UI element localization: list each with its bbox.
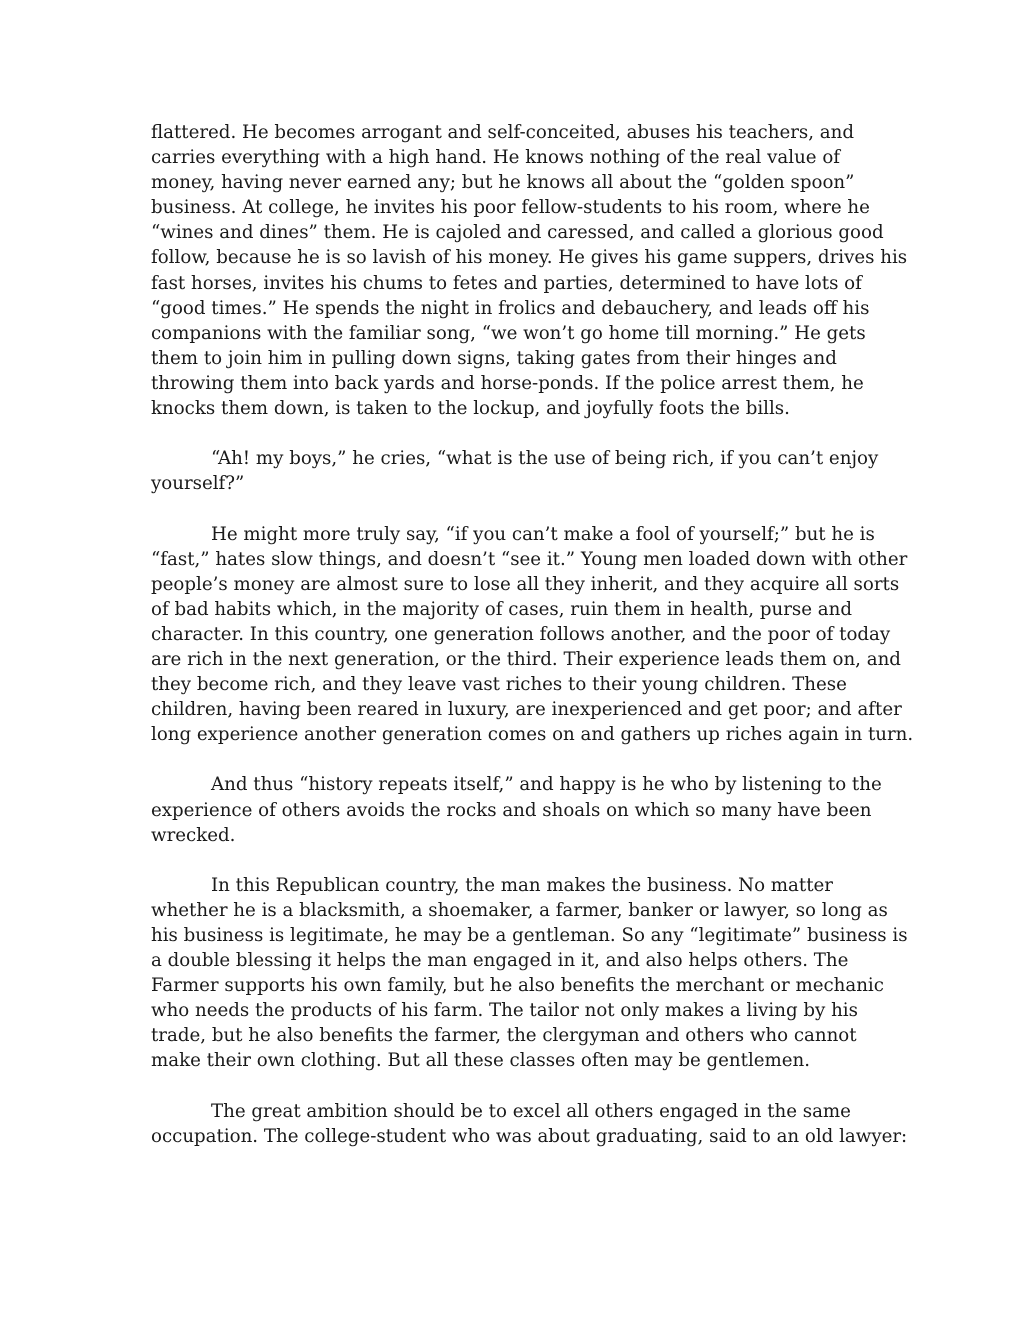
- text-line: a double blessing it helps the man engaged in it, and also helps others. The: [151, 950, 849, 972]
- paragraph-4: [151, 772, 882, 847]
- paragraph-1: [151, 120, 908, 421]
- text-line: children, having been reared in luxury, are inexperienced and get poor; and after: [151, 699, 902, 721]
- text-line: The great ambition should be to excel all others engaged in the same: [211, 1100, 851, 1122]
- text-line: experience of others avoids the rocks and shoals on which so many have been: [151, 799, 872, 821]
- text-line: companions with the familiar song, “we won’t go home till morning.” He gets: [151, 322, 866, 344]
- text-line: Farmer supports his own family, but he also benefits the merchant or mechanic: [151, 975, 884, 997]
- text-line: whether he is a blacksmith, a shoemaker, a farmer, banker or lawyer, so long as: [151, 899, 888, 921]
- text-line: flattered. He becomes arrogant and self-conceited, abuses his teachers, and: [151, 122, 854, 143]
- paragraph-2: [151, 446, 879, 496]
- text-line: his business is legitimate, he may be a gentleman. So any “legitimate” business is: [151, 925, 908, 946]
- text-line: carries everything with a high hand. He knows nothing of the real value of: [151, 147, 841, 169]
- text-line: long experience another generation comes on and gathers up riches again in turn.: [151, 724, 914, 746]
- text-line: knocks them down, is taken to the lockup, and joyfully foots the bills.: [151, 398, 790, 420]
- text-line: “wines and dines” them. He is cajoled and caressed, and called a glorious good: [151, 222, 884, 244]
- paragraph-5: [151, 873, 908, 1074]
- text-line: occupation. The college-student who was about graduating, said to an old lawyer:: [151, 1125, 908, 1147]
- text-line: who needs the products of his farm. The tailor not only makes a living by his: [151, 1000, 858, 1022]
- paragraph-3: [151, 522, 914, 748]
- text-line: yourself?”: [151, 473, 245, 495]
- text-line: are rich in the next generation, or the third. Their experience leads them on, and: [151, 648, 901, 670]
- text-line: In this Republican country, the man makes the business. No matter: [211, 874, 833, 896]
- text-line: they become rich, and they leave vast riches to their young children. These: [151, 674, 847, 696]
- text-line: wrecked.: [151, 824, 236, 846]
- text-line: of bad habits which, in the majority of cases, ruin them in health, purse and: [151, 598, 852, 620]
- text-line: “good times.” He spends the night in frolics and debauchery, and leads off his: [151, 297, 870, 319]
- text-line: business. At college, he invites his poor fellow-students to his room, where he: [151, 197, 870, 219]
- text-line: trade, but he also benefits the farmer, the clergyman and others who cannot: [151, 1025, 857, 1047]
- text-line: make their own clothing. But all these classes often may be gentlemen.: [151, 1050, 811, 1072]
- text-line: them to join him in pulling down signs, taking gates from their hinges and: [151, 347, 837, 369]
- paragraph-6: [151, 1099, 908, 1149]
- text-line: follow, because he is so lavish of his money. He gives his game suppers, drives his: [151, 247, 908, 269]
- body-text: [151, 120, 914, 1174]
- text-line: fast horses, invites his chums to fetes and parties, determined to have lots of: [151, 272, 862, 294]
- text-line: character. In this country, one generation follows another, and the poor of today: [151, 623, 891, 645]
- text-line: And thus “history repeats itself,” and happy is he who by listening to the: [211, 774, 882, 796]
- text-line: people’s money are almost sure to lose all they inherit, and they acquire all sorts: [151, 573, 900, 595]
- text-line: throwing them into back yards and horse-ponds. If the police arrest them, he: [151, 372, 864, 394]
- text-line: He might more truly say, “if you can’t make a fool of yourself;” but he is: [211, 523, 875, 545]
- text-line: money, having never earned any; but he knows all about the “golden spoon”: [151, 172, 855, 194]
- text-line: “Ah! my boys,” he cries, “what is the use of being rich, if you can’t enjoy: [211, 448, 879, 470]
- text-line: “fast,” hates slow things, and doesn’t “see it.” Young men loaded down with other: [151, 548, 908, 570]
